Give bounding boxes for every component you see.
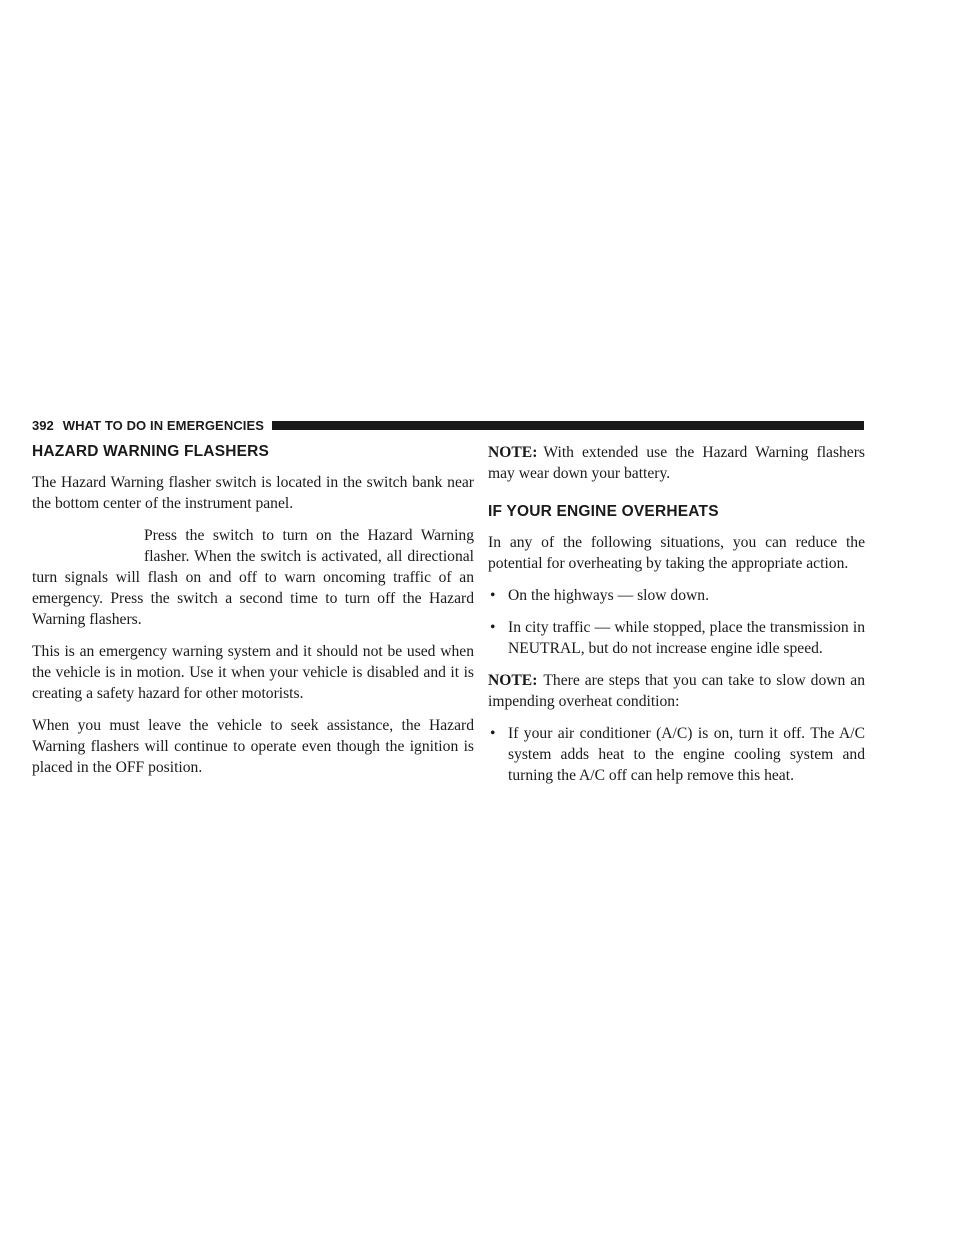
hazard-paragraph-3: This is an emergency warning system and it should not be used when the vehicle is in motion. Use it when your vehicle is disabled and it is creating a safety hazard for other motorists. [32, 643, 474, 702]
overheat-intro: In any of the following situations, you can reduce the potential for overheating by taking the appropriate action. [488, 534, 865, 572]
section-title: WHAT TO DO IN EMERGENCIES [62, 417, 265, 433]
note-label: NOTE: [488, 444, 538, 461]
note-battery [488, 442, 865, 484]
page-header [32, 417, 864, 433]
overheat-heading: IF YOUR ENGINE OVERHEATS [488, 503, 719, 520]
hazard-switch-block [32, 525, 474, 630]
hazard-heading: HAZARD WARNING FLASHERS [32, 443, 270, 460]
header-rule [272, 421, 864, 430]
note-text: With extended use the Hazard Warning flashers may wear down your battery. [488, 444, 865, 482]
list-item-text: On the highways — slow down. [508, 587, 709, 604]
list-item [488, 617, 865, 659]
note-overheat [488, 670, 865, 712]
hazard-paragraph-2: Press the switch to turn on the Hazard Warning flasher. When the switch is activated, all directional turn signals will flash on and off to warn oncoming traffic of an emergency. Press the switch a second time to turn off the Hazard Warning flashers. [32, 527, 474, 628]
list-item-text: In city traffic — while stopped, place the transmission in NEUTRAL, but do not increase engine idle speed. [508, 619, 865, 657]
bullet-glyph: • [490, 725, 496, 742]
hazard-paragraph-4: When you must leave the vehicle to seek assistance, the Hazard Warning flashers will continue to operate even though the ignition is placed in the OFF position. [32, 717, 474, 776]
right-column [488, 442, 865, 797]
page-number: 392 [32, 417, 54, 433]
list-item [488, 585, 865, 606]
list-item-text: If your air conditioner (A/C) is on, turn it off. The A/C system adds heat to the engine cooling system and turning the A/C off can help remove this heat. [508, 725, 865, 784]
note-label: NOTE: [488, 672, 538, 689]
left-column [32, 442, 474, 789]
hazard-icon-space [32, 525, 144, 567]
bullet-glyph: • [490, 587, 496, 604]
hazard-paragraph-1: The Hazard Warning flasher switch is located in the switch bank near the bottom center of the instrument panel. [32, 474, 474, 512]
list-item [488, 723, 865, 786]
bullet-glyph: • [490, 619, 496, 636]
note-text: There are steps that you can take to slow down an impending overheat condition: [488, 672, 865, 710]
